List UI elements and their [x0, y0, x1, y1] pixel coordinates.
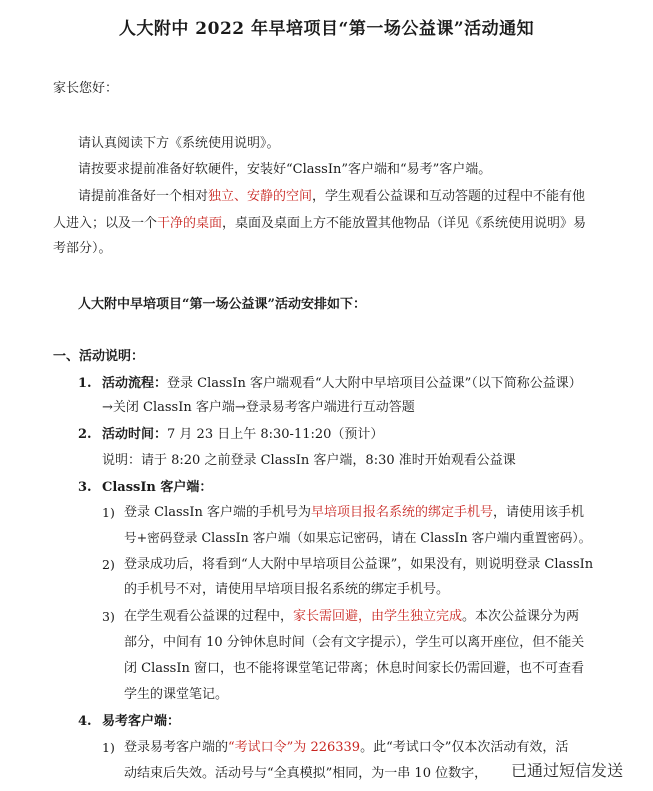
item3-sub3-post: 。本次公益课分为两 [462, 609, 580, 624]
item2-label: 活动时间： [102, 427, 168, 442]
part1-heading: 一、活动说明： [53, 349, 145, 364]
item2-note: 说明：请于 8:20 之前登录 ClassIn 客户端，8:30 准时开始观看公益课 [102, 453, 516, 468]
item4-sub1-line-2: 动结束后失效。活动号与“全真模拟”相同，为一串 10 位数字， [124, 766, 488, 781]
item2-number: 2. [78, 427, 92, 442]
item4-sub1-line-1 [124, 739, 568, 756]
item3-sub3-line-4: 学生的课堂笔记。 [124, 687, 229, 702]
intro-line-4-post: ，桌面及桌面上方不能放置其他物品（详见《系统使用说明》易 [222, 216, 587, 231]
item1-number: 1. [78, 376, 92, 391]
section-heading: 人大附中早培项目“第一场公益课”活动安排如下： [78, 297, 366, 312]
intro-line-3-pre: 请提前准备好一个相对 [78, 189, 209, 204]
intro-line-5: 考部分）。 [53, 241, 112, 256]
item3-sub1-number: 1) [102, 505, 115, 520]
item3-sub2-number: 2) [102, 557, 115, 572]
intro-line-4-pre: 人进入；以及一个 [53, 216, 158, 231]
greeting: 家长您好： [53, 81, 119, 96]
intro-line-2: 请按要求提前准备好软硬件，安装好“ClassIn”客户端和“易考”客户端。 [78, 162, 492, 177]
intro-line-4-highlight: 干净的桌面 [157, 216, 223, 231]
item3-sub1-line-1 [124, 504, 584, 521]
item4-sub1-pre: 登录易考客户端的 [124, 740, 229, 755]
item3-label: ClassIn 客户端： [102, 480, 213, 495]
item1-text: 登录 ClassIn 客户端观看“人大附中早培项目公益课”（以下简称公益课） [167, 376, 582, 391]
item1-line-1 [102, 375, 582, 392]
item3-sub1-highlight: 早培项目报名系统的绑定手机号 [310, 505, 493, 520]
item2-line-1 [102, 426, 383, 443]
item4-number: 4. [78, 714, 92, 729]
item1-label: 活动流程： [102, 376, 168, 391]
item3-sub2-line-1: 登录成功后，将看到“人大附中早培项目公益课”，如果没有，则说明登录 ClassIn [124, 557, 594, 572]
item4-sub1-number: 1) [102, 740, 115, 755]
item4-sub1-highlight: “考试口令”为 226339 [228, 740, 361, 755]
intro-line-3-highlight: 独立、安静的空间 [208, 189, 313, 204]
item3-sub3-number: 3) [102, 609, 115, 624]
item3-sub1-pre: 登录 ClassIn 客户端的手机号为 [124, 505, 311, 520]
item3-sub1-post: ，请使用该手机 [493, 505, 585, 520]
item3-sub3-line-3: 闭 ClassIn 窗口，也不能将课堂笔记带离；休息时间家长仍需回避，也不可查看 [124, 661, 584, 676]
document-title: 人大附中 2022 年早培项目“第一场公益课”活动通知 [118, 19, 535, 39]
intro-line-3-post: ，学生观看公益课和互动答题的过程中不能有他 [312, 189, 586, 204]
sms-sent-watermark: 已通过短信发送 [509, 758, 625, 781]
item4-label: 易考客户端： [102, 714, 181, 729]
item3-sub1-line-2: 号+密码登录 ClassIn 客户端（如果忘记密码，请在 ClassIn 客户端内重置密码）。 [124, 530, 592, 545]
item3-sub3-highlight: 家长需回避，由学生独立完成 [293, 609, 463, 624]
item2-value: 7 月 23 日上午 8:30-11:20（预计） [167, 427, 384, 442]
item3-sub2-line-2: 的手机号不对，请使用早培项目报名系统的绑定手机号。 [124, 582, 450, 597]
intro-line-4 [53, 215, 586, 232]
item3-sub3-line-2: 部分，中间有 10 分钟休息时间（会有文字提示），学生可以离开座位，但不能关 [124, 635, 585, 650]
item3-number: 3. [78, 480, 92, 495]
item1-line-2: →关闭 ClassIn 客户端→登录易考客户端进行互动答题 [102, 400, 415, 415]
intro-line-1: 请认真阅读下方《系统使用说明》。 [78, 136, 280, 151]
item3-sub3-line-1 [124, 608, 579, 625]
item4-sub1-post: 。此“考试口令”仅本次活动有效，活 [360, 740, 569, 755]
item3-sub3-pre: 在学生观看公益课的过程中， [124, 609, 294, 624]
intro-line-3 [78, 188, 585, 205]
